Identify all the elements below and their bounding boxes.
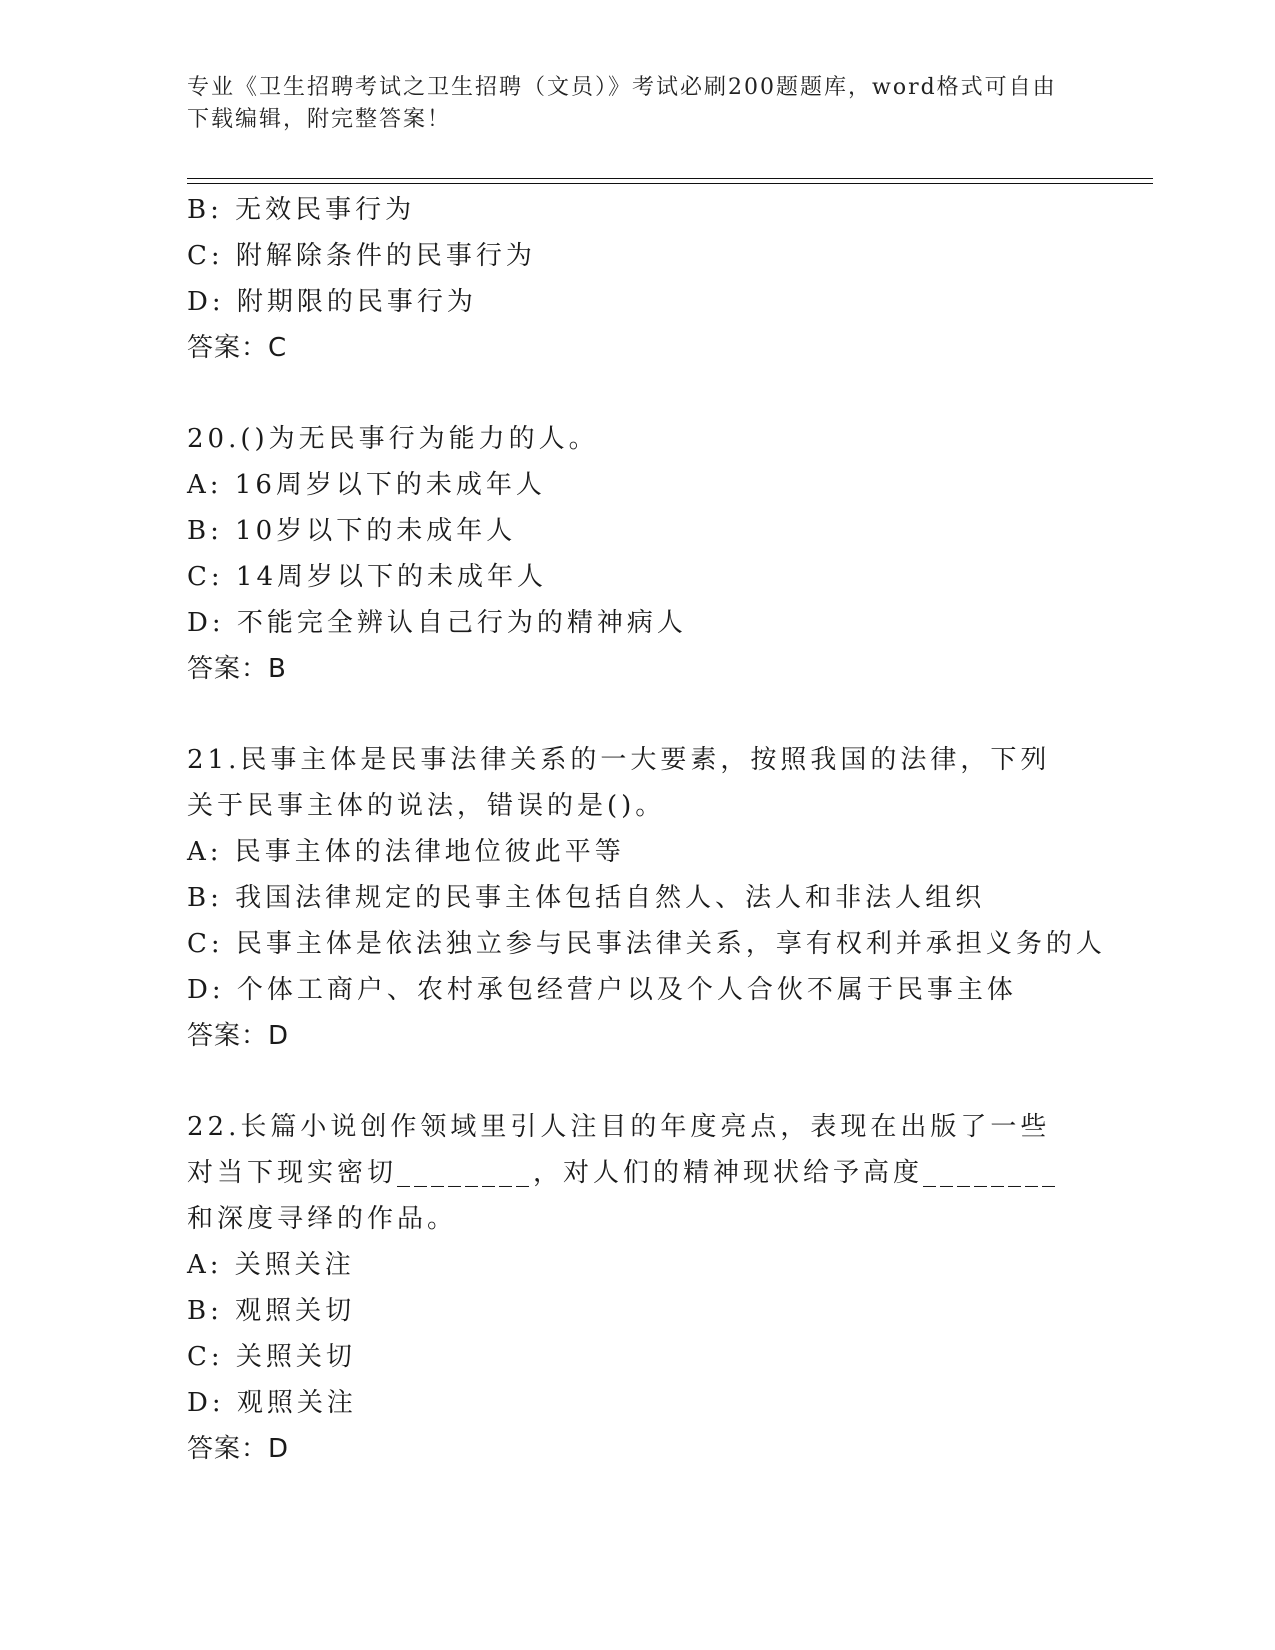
spacer [187, 1059, 1087, 1104]
option-b: B: 无效民事行为 [187, 195, 416, 225]
option-b: B: 我国法律规定的民事主体包括自然人、法人和非法人组织 [187, 883, 986, 913]
document-header: 专业《卫生招聘考试之卫生招聘（文员）》考试必刷200题题库，word格式可自由下载编辑，附完整答案！ [187, 75, 1057, 132]
question-text: 21.民事主体是民事法律关系的一大要素，按照我国的法律，下列关于民事主体的说法，错误的是()。 [187, 745, 1051, 821]
question-19-continued [187, 187, 1087, 371]
question-20 [187, 416, 1087, 692]
option-d: D: 个体工商户、农村承包经营户以及个人合伙不属于民事主体 [187, 975, 1017, 1005]
question-21 [187, 737, 1106, 1059]
option-a: A: 关照关注 [187, 1250, 355, 1280]
option-c: C: 民事主体是依法独立参与民事法律关系，享有权利并承担义务的人 [187, 929, 1106, 959]
option-d: D: 附期限的民事行为 [187, 287, 477, 317]
option-c: C: 关照关切 [187, 1342, 356, 1372]
answer-line: 答案：D [187, 1021, 290, 1051]
spacer [187, 692, 1087, 737]
header-divider-top [187, 178, 1153, 179]
question-text: 22.长篇小说创作领域里引人注目的年度亮点，表现在出版了一些对当下现实密切________，对人们的精神现状给予高度________和深度寻绎的作品。 [187, 1112, 1060, 1234]
option-b: B: 观照关切 [187, 1296, 356, 1326]
question-text: 20.()为无民事行为能力的人。 [187, 424, 599, 454]
answer-line: 答案：C [187, 333, 288, 363]
spacer [187, 371, 1087, 416]
answer-line: 答案：B [187, 654, 287, 684]
question-22 [187, 1104, 1087, 1472]
option-c: C: 附解除条件的民事行为 [187, 241, 536, 271]
option-a: A: 16周岁以下的未成年人 [187, 470, 546, 500]
option-d: D: 不能完全辨认自己行为的精神病人 [187, 608, 687, 638]
header-divider-bottom [187, 183, 1153, 184]
option-d: D: 观照关注 [187, 1388, 357, 1418]
option-a: A: 民事主体的法律地位彼此平等 [187, 837, 625, 867]
question-list [187, 187, 1106, 1472]
option-b: B: 10岁以下的未成年人 [187, 516, 517, 546]
option-c: C: 14周岁以下的未成年人 [187, 562, 548, 592]
answer-line: 答案：D [187, 1434, 290, 1464]
